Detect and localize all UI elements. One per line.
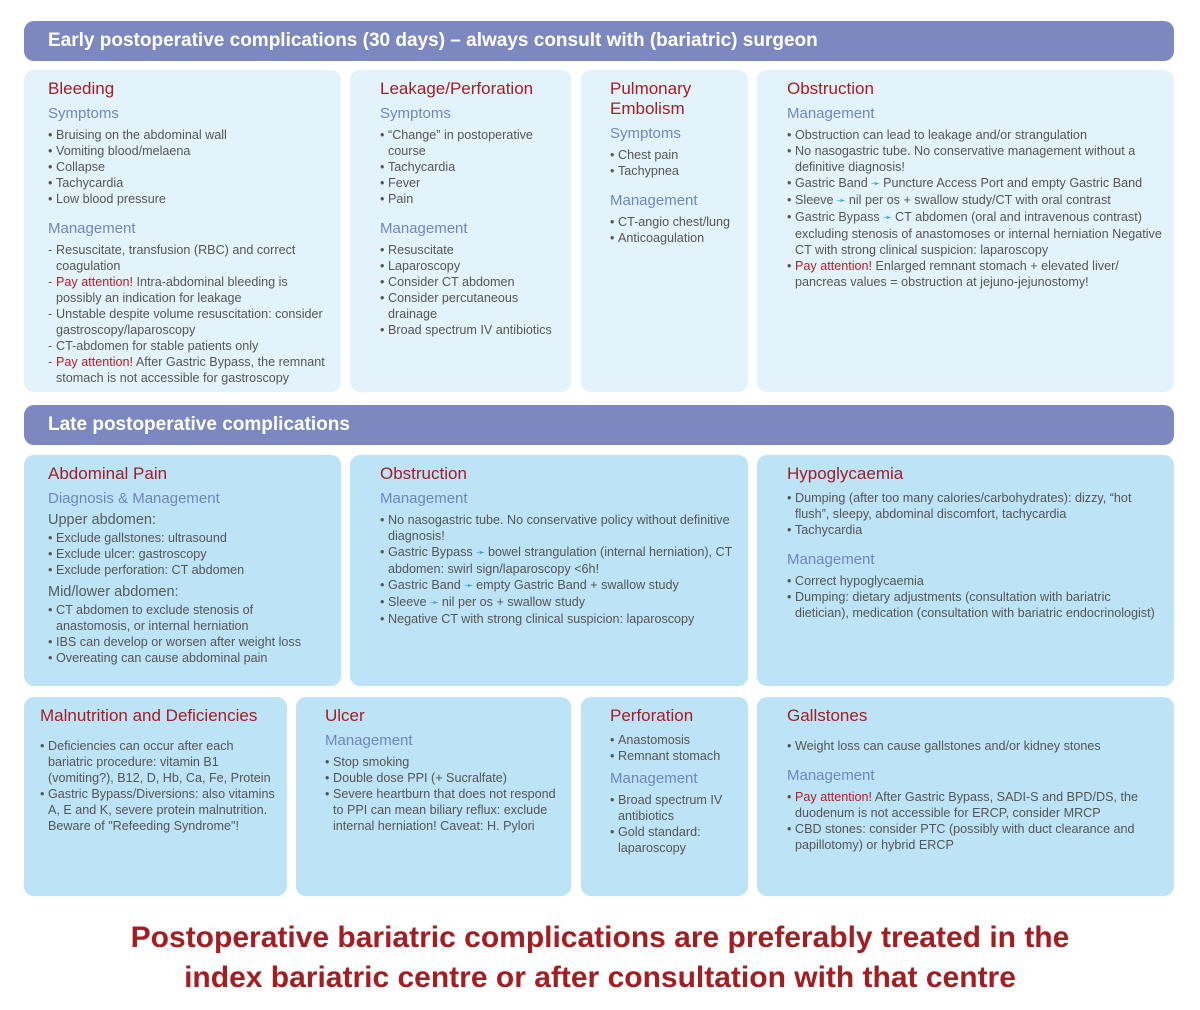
bullet-glyph: •: [380, 275, 385, 289]
card-pulmonary-embolism: [581, 70, 748, 392]
list-item-text: Correct hypoglycaemia: [795, 574, 924, 588]
list-item: [380, 175, 559, 191]
procedure-label: Sleeve: [388, 595, 427, 609]
bullet-glyph: •: [380, 323, 385, 337]
bleeding-management-list: [48, 242, 329, 386]
early-complications-banner: [24, 21, 1174, 61]
abdominal-pain-title: Abdominal Pain: [48, 464, 168, 483]
list-item: [787, 143, 1162, 175]
list-item: [380, 242, 559, 258]
bullet-glyph: -: [48, 307, 53, 321]
list-item: [48, 354, 329, 386]
list-item-text: CT-angio chest/lung: [618, 215, 731, 229]
list-item: [787, 738, 1162, 754]
list-item: [610, 824, 736, 856]
bullet-glyph: •: [787, 193, 792, 207]
early-obstruction-management-heading: Management: [787, 105, 875, 122]
bullet-glyph: •: [787, 128, 792, 142]
embolism-management-list: [610, 214, 736, 246]
upper-abdomen-heading: Upper abdomen:: [48, 512, 157, 528]
list-item: [610, 748, 736, 764]
bleeding-symptoms-heading: Symptoms: [48, 105, 119, 122]
list-item: [610, 214, 736, 230]
list-item: [48, 634, 329, 650]
card-early-obstruction: [757, 70, 1174, 392]
list-item: [380, 611, 736, 627]
ulcer-title: Ulcer: [325, 706, 365, 725]
card-gallstones: [757, 697, 1174, 896]
late-obstruction-title: Obstruction: [380, 464, 467, 483]
bullet-glyph: •: [787, 790, 792, 804]
leakage-title: Leakage/Perforation: [380, 79, 534, 98]
list-item-text: Bruising on the abdominal wall: [56, 128, 227, 142]
bullet-glyph: •: [380, 243, 385, 257]
list-item: [325, 754, 559, 770]
list-item-text: Fever: [388, 176, 421, 190]
list-item-text: CT-abdomen for stable patients only: [56, 339, 259, 353]
list-item: [48, 546, 329, 562]
list-item: [48, 306, 329, 338]
list-item-text: Puncture Access Port and empty Gastric Band: [883, 176, 1143, 190]
list-item-text: Exclude gallstones: ultrasound: [56, 531, 227, 545]
late-banner-title: Late postoperative complications: [48, 414, 350, 435]
list-item-text: Anastomosis: [618, 733, 691, 747]
list-item-text: Tachycardia: [795, 523, 863, 537]
list-item-text: No nasogastric tube. No conservative management without a definitive diagnosis!: [795, 144, 1136, 174]
bullet-glyph: •: [380, 612, 385, 626]
list-item-text: Low blood pressure: [56, 192, 166, 206]
list-item: [48, 338, 329, 354]
list-item: [380, 322, 559, 338]
footer-line-1: Postoperative bariatric complications are preferably treated in the: [130, 921, 1070, 954]
list-item-text: After Gastric Bypass, the remnant stomach is not accessible for gastroscopy: [56, 355, 325, 385]
bullet-glyph: •: [325, 771, 330, 785]
bullet-glyph: •: [787, 210, 792, 224]
gallstones-list: [787, 738, 1162, 754]
bullet-glyph: •: [40, 739, 45, 753]
list-item-text: Tachycardia: [388, 160, 456, 174]
list-item-text: Overeating can cause abdominal pain: [56, 651, 268, 665]
bullet-glyph: •: [48, 603, 53, 617]
malnutrition-title: Malnutrition and Deficiencies: [40, 706, 258, 725]
list-item: [48, 650, 329, 666]
footer-line-2: index bariatric centre or after consultation with that centre: [184, 961, 1016, 994]
list-item-text: No nasogastric tube. No conservative policy without definitive diagnosis!: [388, 513, 730, 543]
card-abdominal-pain: [24, 455, 341, 686]
list-item: [48, 143, 329, 159]
bullet-glyph: •: [610, 215, 615, 229]
bullet-glyph: -: [48, 243, 53, 257]
list-item-text: CT abdomen to exclude stenosis of anastomosis, or internal herniation: [56, 603, 254, 633]
procedure-label: Gastric Bypass: [388, 545, 473, 559]
arrow-right-icon: ➛: [833, 195, 849, 207]
bullet-glyph: •: [380, 513, 385, 527]
list-item-text: Consider percutaneous drainage: [388, 291, 519, 321]
lower-abdomen-list: [48, 602, 329, 666]
bullet-glyph: •: [787, 491, 792, 505]
bullet-glyph: •: [325, 787, 330, 801]
embolism-symptoms-list: [610, 147, 736, 179]
pay-attention-alert: Pay attention!: [795, 259, 873, 273]
list-item: [48, 562, 329, 578]
list-item: [610, 230, 736, 246]
bullet-glyph: •: [48, 531, 53, 545]
pay-attention-alert: Pay attention!: [56, 275, 134, 289]
bullet-glyph: •: [787, 523, 792, 537]
bullet-glyph: •: [380, 128, 385, 142]
list-item-text: Vomiting blood/melaena: [56, 144, 191, 158]
list-item-text: Resuscitate, transfusion (RBC) and correct coagulation: [56, 243, 296, 273]
card-late-obstruction: [350, 455, 748, 686]
embolism-symptoms-heading: Symptoms: [610, 125, 681, 142]
bullet-glyph: •: [380, 192, 385, 206]
ulcer-management-heading: Management: [325, 732, 413, 749]
list-item-text: nil per os + swallow study/CT with oral contrast: [848, 193, 1111, 207]
procedure-label: Gastric Band: [388, 578, 461, 592]
list-item: [787, 175, 1162, 192]
bullet-glyph: •: [380, 595, 385, 609]
late-obstruction-list: [380, 512, 736, 627]
list-item-text: Collapse: [56, 160, 106, 174]
list-item-text: Broad spectrum IV antibiotics: [388, 323, 552, 337]
list-item: [787, 821, 1162, 853]
list-item-text: Exclude perforation: CT abdomen: [56, 563, 245, 577]
lower-abdomen-heading: Mid/lower abdomen:: [48, 584, 179, 600]
perforation-management-heading: Management: [610, 770, 698, 787]
list-item: [787, 258, 1162, 290]
card-ulcer: [296, 697, 571, 896]
list-item: [380, 191, 559, 207]
list-item: [40, 738, 275, 786]
list-item-text: Tachypnea: [618, 164, 679, 178]
list-item-text: Gastric Bypass/Diversions: also vitamins A, E and K, severe protein malnutrition. Beware of "Refeeding Syndrome"!: [48, 787, 275, 833]
list-item: [48, 175, 329, 191]
list-item: [380, 258, 559, 274]
hypoglycaemia-list: [787, 490, 1162, 538]
bullet-glyph: •: [787, 574, 792, 588]
bullet-glyph: •: [610, 749, 615, 763]
upper-abdomen-list: [48, 530, 329, 578]
early-obstruction-list: [787, 127, 1162, 290]
malnutrition-list: [40, 738, 275, 834]
arrow-right-icon: ➛: [426, 597, 442, 609]
gallstones-management-list: [787, 789, 1162, 853]
bullet-glyph: •: [380, 259, 385, 273]
card-malnutrition: [24, 697, 287, 896]
arrow-right-icon: ➛: [460, 580, 477, 592]
bullet-glyph: -: [48, 339, 53, 353]
bullet-glyph: •: [380, 176, 385, 190]
list-item: [48, 274, 329, 306]
bleeding-title: Bleeding: [48, 79, 115, 98]
ulcer-list: [325, 754, 559, 834]
gallstones-title: Gallstones: [787, 706, 868, 725]
list-item-text: Negative CT with strong clinical suspicion: laparoscopy: [388, 612, 695, 626]
list-item: [787, 209, 1162, 258]
bullet-glyph: •: [787, 739, 792, 753]
list-item: [48, 127, 329, 143]
perforation-title: Perforation: [610, 706, 694, 725]
leakage-management-heading: Management: [380, 220, 468, 237]
list-item-text: CT abdomen (oral and intravenous contrast) excluding stenosis of anastomoses or internal herniation Negative CT with strong clinical suspicion: laparoscopy: [795, 210, 1162, 257]
bullet-glyph: •: [610, 148, 615, 162]
card-perforation: [581, 697, 748, 896]
list-item: [380, 290, 559, 322]
leakage-symptoms-heading: Symptoms: [380, 105, 451, 122]
late-complications-banner: [24, 405, 1174, 445]
bullet-glyph: •: [48, 635, 53, 649]
card-hypoglycaemia: [757, 455, 1174, 686]
bullet-glyph: •: [787, 176, 792, 190]
early-banner-title: Early postoperative complications (30 days) – always consult with (bariatric) surgeon: [48, 30, 818, 51]
leakage-symptoms-list: [380, 127, 559, 207]
list-item-text: empty Gastric Band + swallow study: [476, 578, 679, 592]
bullet-glyph: •: [48, 128, 53, 142]
embolism-management-heading: Management: [610, 192, 698, 209]
list-item: [380, 577, 736, 594]
list-item-text: Pain: [388, 192, 414, 206]
bullet-glyph: •: [787, 259, 792, 273]
procedure-label: Sleeve: [795, 193, 834, 207]
list-item: [40, 786, 275, 834]
bullet-glyph: •: [48, 563, 53, 577]
list-item-text: Enlarged remnant stomach + elevated liver/ pancreas values = obstruction at jejuno-jejunostomy!: [795, 259, 1119, 289]
pay-attention-alert: Pay attention!: [56, 355, 134, 369]
bullet-glyph: •: [48, 651, 53, 665]
arrow-right-icon: ➛: [879, 212, 896, 224]
list-item: [610, 163, 736, 179]
list-item-text: Dumping (after too many calories/carbohydrates): dizzy, “hot flush”, sleepy, abdominal discomfort, tachycardia: [795, 491, 1132, 521]
procedure-label: Gastric Band: [795, 176, 868, 190]
bullet-glyph: •: [610, 793, 615, 807]
hypoglycaemia-management-heading: Management: [787, 551, 875, 568]
list-item: [787, 490, 1162, 522]
list-item-text: Exclude ulcer: gastroscopy: [56, 547, 207, 561]
arrow-right-icon: ➛: [472, 547, 489, 559]
list-item-text: Severe heartburn that does not respond to PPI can mean biliary reflux: exclude internal herniation! Caveat: H. Pylori: [333, 787, 556, 833]
list-item-text: “Change” in postoperative course: [388, 128, 533, 158]
list-item: [610, 732, 736, 748]
late-obstruction-management-heading: Management: [380, 490, 468, 507]
list-item: [787, 192, 1162, 209]
list-item: [325, 770, 559, 786]
list-item: [48, 159, 329, 175]
bullet-glyph: •: [48, 144, 53, 158]
list-item-text: Weight loss can cause gallstones and/or kidney stones: [795, 739, 1101, 753]
bullet-glyph: •: [48, 176, 53, 190]
arrow-right-icon: ➛: [867, 178, 884, 190]
list-item-text: After Gastric Bypass, SADI-S and BPD/DS, the duodenum is not accessible for ERCP, consider MRCP: [795, 790, 1138, 820]
leakage-management-list: [380, 242, 559, 338]
list-item: [380, 544, 736, 577]
hypoglycaemia-title: Hypoglycaemia: [787, 464, 904, 483]
bullet-glyph: •: [380, 291, 385, 305]
list-item: [48, 242, 329, 274]
bleeding-management-heading: Management: [48, 220, 136, 237]
list-item-text: Tachycardia: [56, 176, 124, 190]
hypoglycaemia-management-list: [787, 573, 1162, 621]
bullet-glyph: •: [48, 192, 53, 206]
list-item: [787, 573, 1162, 589]
bullet-glyph: •: [787, 822, 792, 836]
list-item-text: Obstruction can lead to leakage and/or strangulation: [795, 128, 1087, 142]
bullet-glyph: •: [380, 160, 385, 174]
list-item: [610, 792, 736, 824]
list-item-text: Chest pain: [618, 148, 679, 162]
list-item-text: Deficiencies can occur after each bariatric procedure: vitamin B1 (vomiting?), B12, D, Hb, Ca, Fe, Protein: [48, 739, 271, 785]
bullet-glyph: •: [610, 164, 615, 178]
list-item-text: Consider CT abdomen: [388, 275, 515, 289]
bullet-glyph: •: [787, 590, 792, 604]
list-item-text: Intra-abdominal bleeding is possibly an indication for leakage: [56, 275, 288, 305]
gallstones-management-heading: Management: [787, 767, 875, 784]
perforation-management-list: [610, 792, 736, 856]
list-item-text: Resuscitate: [388, 243, 454, 257]
procedure-label: Gastric Bypass: [795, 210, 880, 224]
abdominal-pain-heading: Diagnosis & Management: [48, 490, 220, 507]
bullet-glyph: •: [48, 547, 53, 561]
bullet-glyph: •: [380, 578, 385, 592]
list-item-text: Dumping: dietary adjustments (consultation with bariatric dietician), medication (consultation with bariatric endocrinologist): [795, 590, 1155, 620]
embolism-title: Pulmonary Embolism: [610, 79, 692, 118]
bullet-glyph: -: [48, 355, 53, 369]
perforation-list: [610, 732, 736, 764]
bullet-glyph: •: [40, 787, 45, 801]
bleeding-symptoms-list: [48, 127, 329, 207]
list-item: [380, 274, 559, 290]
list-item-text: bowel strangulation (internal herniation), CT abdomen: swirl sign/laparoscopy <6h!: [388, 545, 733, 576]
bullet-glyph: -: [48, 275, 53, 289]
list-item-text: CBD stones: consider PTC (possibly with duct clearance and papillotomy) or hybrid ERCP: [795, 822, 1135, 852]
card-bleeding: [24, 70, 341, 392]
early-obstruction-title: Obstruction: [787, 79, 874, 98]
bullet-glyph: •: [610, 733, 615, 747]
list-item-text: Anticoagulation: [618, 231, 705, 245]
list-item: [380, 594, 736, 611]
list-item: [380, 127, 559, 159]
bullet-glyph: •: [787, 144, 792, 158]
list-item: [48, 530, 329, 546]
list-item: [610, 147, 736, 163]
list-item: [380, 512, 736, 544]
list-item: [787, 127, 1162, 143]
list-item: [787, 789, 1162, 821]
bullet-glyph: •: [325, 755, 330, 769]
list-item: [325, 786, 559, 834]
list-item-text: Stop smoking: [333, 755, 410, 769]
list-item-text: Double dose PPI (+ Sucralfate): [333, 771, 507, 785]
list-item-text: IBS can develop or worsen after weight loss: [56, 635, 302, 649]
bullet-glyph: •: [610, 231, 615, 245]
list-item: [787, 589, 1162, 621]
list-item-text: nil per os + swallow study: [441, 595, 586, 609]
bullet-glyph: •: [380, 545, 385, 559]
footer-statement: [0, 918, 1200, 998]
list-item-text: Broad spectrum IV antibiotics: [618, 793, 723, 823]
bullet-glyph: •: [48, 160, 53, 174]
card-leakage-perforation: [350, 70, 571, 392]
bullet-glyph: •: [610, 825, 615, 839]
list-item-text: Remnant stomach: [618, 749, 721, 763]
list-item: [380, 159, 559, 175]
pay-attention-alert: Pay attention!: [795, 790, 873, 804]
list-item: [787, 522, 1162, 538]
list-item: [48, 191, 329, 207]
list-item-text: Gold standard: laparoscopy: [618, 825, 701, 855]
list-item: [48, 602, 329, 634]
list-item-text: Laparoscopy: [388, 259, 461, 273]
list-item-text: Unstable despite volume resuscitation: consider gastroscopy/laparoscopy: [56, 307, 323, 337]
